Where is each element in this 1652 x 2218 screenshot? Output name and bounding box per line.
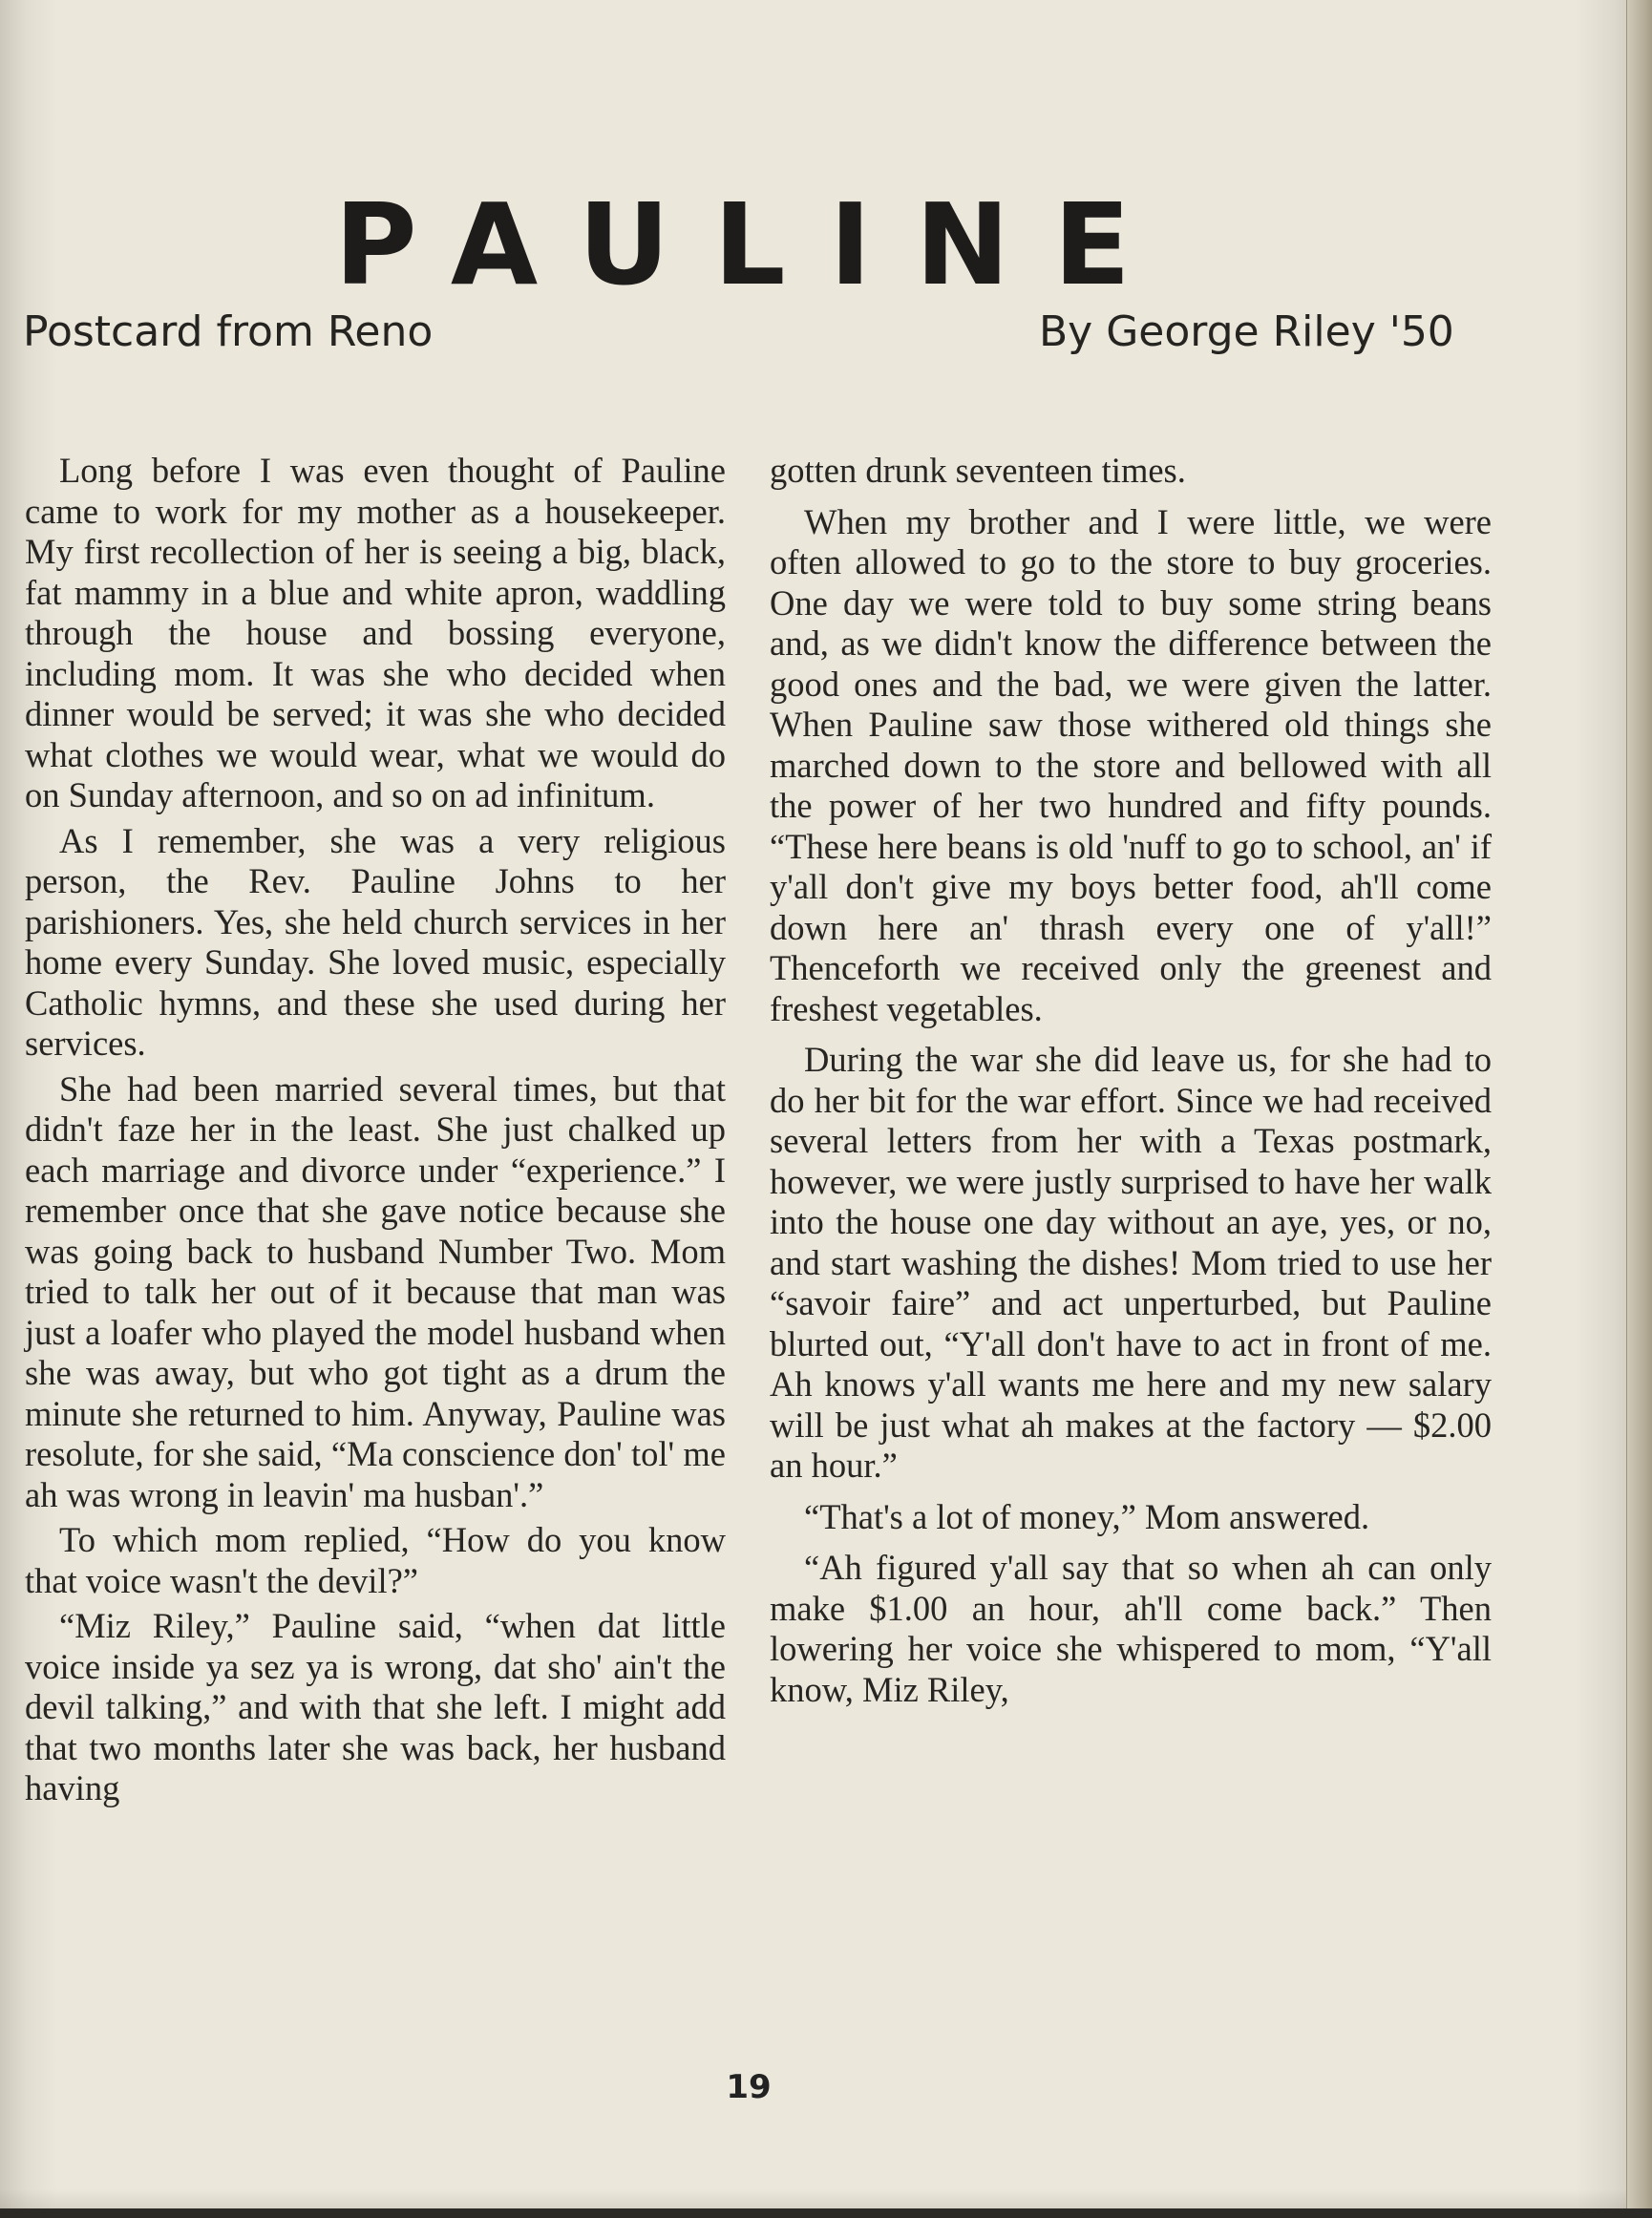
page-edge-shadow — [1626, 0, 1652, 2218]
page-bottom-edge — [0, 2208, 1652, 2218]
paragraph: When my brother and I were little, we were often allowed to go to the store to buy groceries. One day we were told to buy some string beans and, as we didn't know the difference between the good ones and the bad, we were given the latter. When Pauline saw those withered old things she marched down to the store and bellowed with all the power of her two hundred and fifty pounds. “These here beans is old 'nuff to go to school, an' if y'all don't give my boys better food, ah'll come down here an' thrash every one of y'all!” Thenceforth we received only the greenest and freshest vegetables. — [770, 501, 1492, 1028]
paragraph: As I remember, she was a very religious person, the Rev. Pauline Johns to her parishioners. Yes, she held church services in her home every Sunday. She loved music, especially Catholic hymns, and these she used during her services. — [25, 820, 726, 1063]
page-number: 19 — [726, 2068, 772, 2106]
paragraph: “That's a lot of money,” Mom answered. — [804, 1496, 1370, 1536]
paragraph: She had been married several times, but that didn't faze her in the least. She just chalked up each marriage and divorce under “experience.” I remember once that she gave notice because she was going back to husband Number Two. Mom tried to talk her out of it because that man was just a loafer who played the model husband when she was away, but who got tight as a drum the minute she returned to him. Anyway, Pauline was resolute, for she said, “Ma conscience don' tol' me ah was wrong in leavin' ma husban'.” — [25, 1068, 726, 1514]
paragraph: gotten drunk seventeen times. — [770, 451, 1186, 490]
paragraph: Long before I was even thought of Pauline came to work for my mother as a housekeeper. My first recollection of her is seeing a big, black, fat mammy in a blue and white apron, waddling through the house and bossing everyone, including mom. It was she who decided when dinner would be served; it was she who decided what clothes we would wear, what we would do on Sunday afternoon, and so on ad infinitum. — [25, 451, 726, 814]
page-title: PAULINE — [334, 179, 1175, 311]
article-byline: By George Riley '50 — [1039, 307, 1454, 356]
left-text-column — [25, 451, 726, 1814]
paragraph: During the war she did leave us, for she had to do her bit for the war effort. Since we had received several letters from her with a Texas postmark, however, we were justly surprised to have her walk into the house one day without an aye, yes, or no, and start washing the dishes! Mom tried to use her “savoir faire” and act unperturbed, but Pauline blurted out, “Y'all don't have to act in front of me. Ah knows y'all wants me here and my new salary will be just what ah makes at the factory — $2.00 an hour.” — [770, 1040, 1492, 1485]
paragraph: “Ah figured y'all say that so when ah can only make $1.00 an hour, ah'll come back.” Then lowering her voice she whispered to mom, “Y'all know, Miz Riley, — [770, 1548, 1492, 1709]
right-text-column — [770, 451, 1492, 1721]
paragraph: “Miz Riley,” Pauline said, “when dat little voice inside ya sez ya is wrong, dat sho' ain't the devil talking,” and with that she left. I might add that two months later she was back, her husband having — [25, 1606, 726, 1807]
article-subtitle: Postcard from Reno — [23, 307, 434, 356]
paragraph: To which mom replied, “How do you know that voice wasn't the devil?” — [25, 1520, 726, 1600]
